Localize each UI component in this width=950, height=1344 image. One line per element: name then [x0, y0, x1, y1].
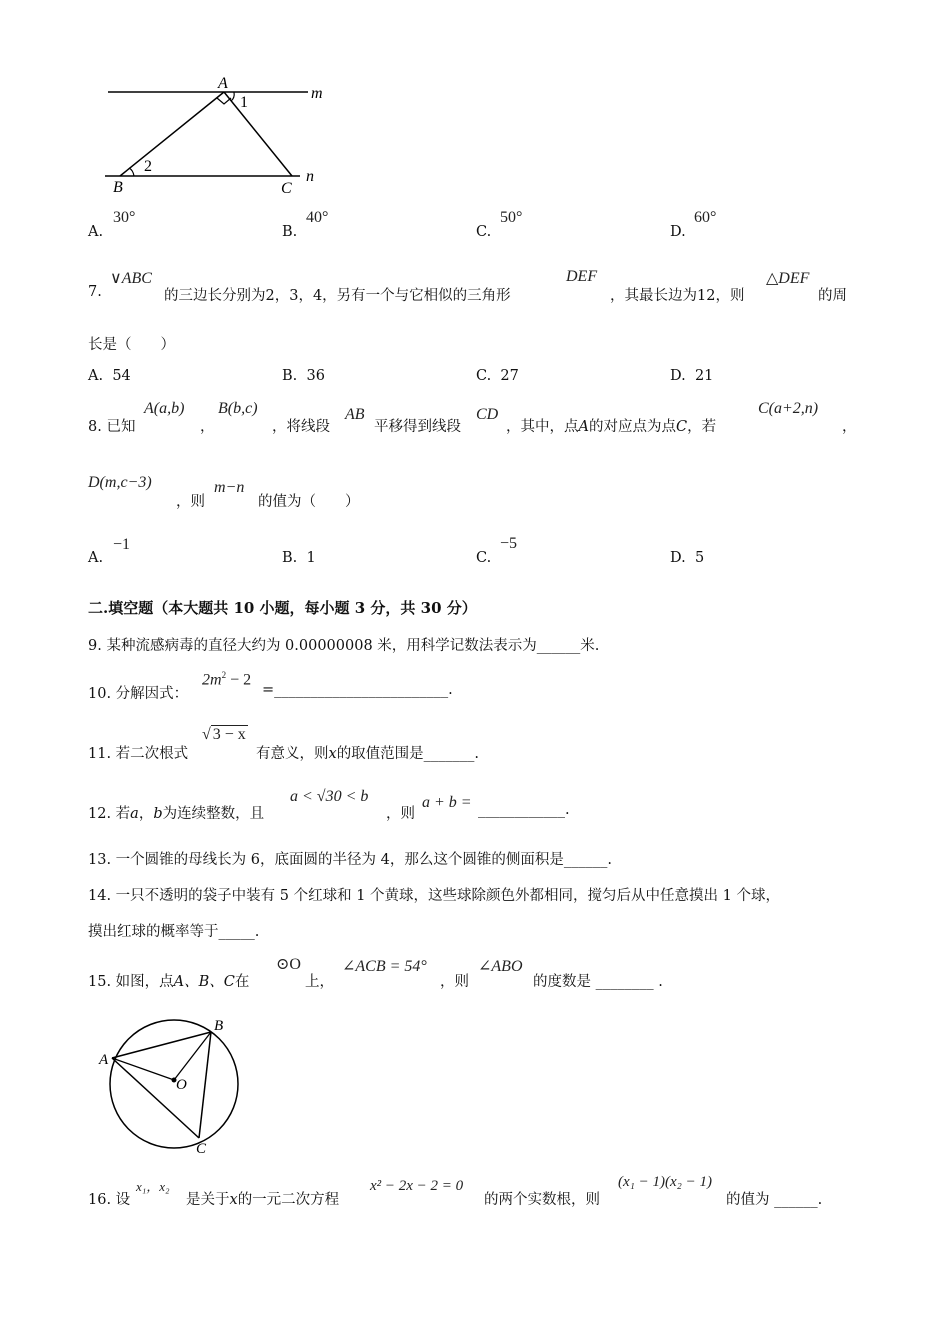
segment-bo — [174, 1032, 211, 1080]
q12-sum: a + b = — [422, 794, 472, 811]
q10-expression: $2m^2 - 2$ — [202, 670, 252, 689]
q8-text-3: 平移得到线段 — [374, 419, 461, 435]
q8-text-5: ， — [842, 419, 857, 435]
q7-triangle-def: DEF — [566, 268, 598, 285]
label-n: n — [306, 168, 314, 185]
q10-label: 10. 分解因式： — [88, 686, 189, 702]
q6-option-b: B. — [282, 224, 298, 240]
q6-option-d-value: 60° — [694, 209, 717, 226]
q6-option-c-value: 50° — [500, 209, 523, 226]
q7-option-c: C. 27 — [476, 368, 519, 384]
q16-product: (x₁ − 1)(x₂ − 1) — [618, 1174, 712, 1190]
q8-sep-1: ， — [200, 419, 215, 435]
q8-option-b: B. 1 — [282, 550, 316, 566]
q8-option-c: C. — [476, 550, 492, 566]
label-A: A — [99, 1052, 109, 1068]
q9-text: 9. 某种流感病毒的直径大约为 0.00000008 米，用科学记数法表示为______米. — [88, 638, 600, 654]
q12-text-2: ，则 — [386, 806, 415, 822]
q8-point-b: B(b,c) — [218, 400, 258, 417]
angle-1-arc — [231, 92, 234, 101]
q7-option-d: D. 21 — [670, 368, 714, 384]
q8-text-2: ，将线段 — [272, 419, 330, 435]
q15-angle-abo: ∠ABO — [478, 958, 523, 975]
q6-option-b-value: 40° — [306, 209, 329, 226]
label-1: 1 — [240, 94, 248, 111]
q6-option-a-value: 30° — [113, 209, 136, 226]
q11-text-2: 有意义，则x的取值范围是_______. — [256, 746, 480, 762]
label-A: A — [218, 76, 228, 92]
q16-equation: x² − 2x − 2 = 0 — [370, 1178, 464, 1194]
q14-line-1: 14. 一只不透明的袋子中装有 5 个红球和 1 个黄球，这些球除颜色外都相同，搅匀后从中任意摸出 1 个球， — [88, 888, 780, 904]
circle-o — [110, 1020, 238, 1148]
q8-point-c: C(a+2,n) — [758, 400, 819, 417]
q12-text-1: 12. 若a，b为连续整数，且 — [88, 806, 265, 822]
q8-text-6: ，则 — [176, 494, 205, 510]
q16-text-2: 是关于x的一元二次方程 — [186, 1192, 340, 1208]
q8-expr-m-n: m−n — [214, 479, 245, 496]
q16-roots: x₁，x₂ — [136, 1179, 170, 1194]
q15-text-4: 的度数是 ________ . — [533, 974, 663, 990]
q8-point-a: A(a,b) — [144, 400, 185, 417]
q12-blank: ____________. — [478, 802, 570, 818]
q15-angle-acb: ∠ACB = 54° — [342, 958, 427, 975]
q7-text-2: ，其最长边为12，则 — [610, 288, 745, 304]
q8-point-d: D(m,c−3) — [88, 474, 152, 491]
angle-2-arc — [129, 168, 134, 176]
label-2: 2 — [144, 158, 152, 175]
q6-figure — [100, 76, 340, 198]
q7-triangle-def-2: △DEF — [766, 270, 810, 287]
q7-option-a: A. 54 — [88, 368, 131, 384]
q8-option-a: A. — [88, 550, 104, 566]
segment-ao — [112, 1058, 174, 1080]
q7-number: 7. — [88, 284, 102, 300]
q8-option-c-value: −5 — [500, 535, 518, 552]
q7-text-1: 的三边长分别为2，3，4，另有一个与它相似的三角形 — [164, 288, 511, 304]
q16-text-3: 的两个实数根，则 — [484, 1192, 600, 1208]
q8-text-7: 的值为（ ） — [258, 494, 360, 510]
segment-ab — [112, 1032, 211, 1058]
segment-bc — [199, 1032, 211, 1138]
q11-radical: √ 3 − x — [202, 726, 246, 743]
label-O: O — [176, 1077, 187, 1093]
q16-text-4: 的值为 ______. — [726, 1192, 823, 1208]
label-C: C — [196, 1141, 207, 1157]
q8-option-a-value: −1 — [113, 536, 131, 553]
label-C: C — [281, 180, 292, 197]
q15-text-1: 15. 如图，点A、B、C在 — [88, 974, 250, 990]
q8-text-4: ，其中，点A的对应点为点C，若 — [506, 419, 717, 435]
label-m: m — [311, 85, 323, 102]
q10-blank: =________________________. — [262, 682, 453, 698]
label-B: B — [113, 179, 123, 196]
q6-option-c: C. — [476, 224, 492, 240]
q6-option-a: A. — [88, 224, 104, 240]
q7-text-3: 的周 — [818, 288, 847, 304]
section-2-title: 二.填空题（本大题共 10 小题，每小题 3 分，共 30 分） — [88, 599, 477, 617]
q8-number: 8. 已知 — [88, 419, 136, 435]
q8-segment-cd: CD — [476, 406, 499, 423]
q11-text-1: 11. 若二次根式 — [88, 746, 189, 762]
q15-figure — [96, 1010, 246, 1160]
label-B: B — [214, 1018, 224, 1034]
segment-ab — [120, 92, 224, 176]
q8-option-d: D. 5 — [670, 550, 705, 566]
segment-ac — [224, 92, 292, 176]
q6-option-d: D. — [670, 224, 686, 240]
q15-text-2: 上， — [305, 974, 334, 990]
q8-segment-ab: AB — [345, 406, 365, 423]
q7-triangle-abc: ∨ABC — [110, 270, 152, 287]
q15-circle-o: ⊙O — [276, 956, 301, 973]
q16-text-1: 16. 设 — [88, 1192, 131, 1208]
q12-inequality: a < √30 < b — [290, 788, 369, 805]
q14-line-2: 摸出红球的概率等于_____. — [88, 924, 260, 940]
q7-option-b: B. 36 — [282, 368, 325, 384]
q13-text: 13. 一个圆锥的母线长为 6，底面圆的半径为 4，那么这个圆锥的侧面积是______. — [88, 852, 612, 868]
q7-text-4: 长是（ ） — [88, 337, 175, 353]
q15-text-3: ，则 — [440, 974, 469, 990]
